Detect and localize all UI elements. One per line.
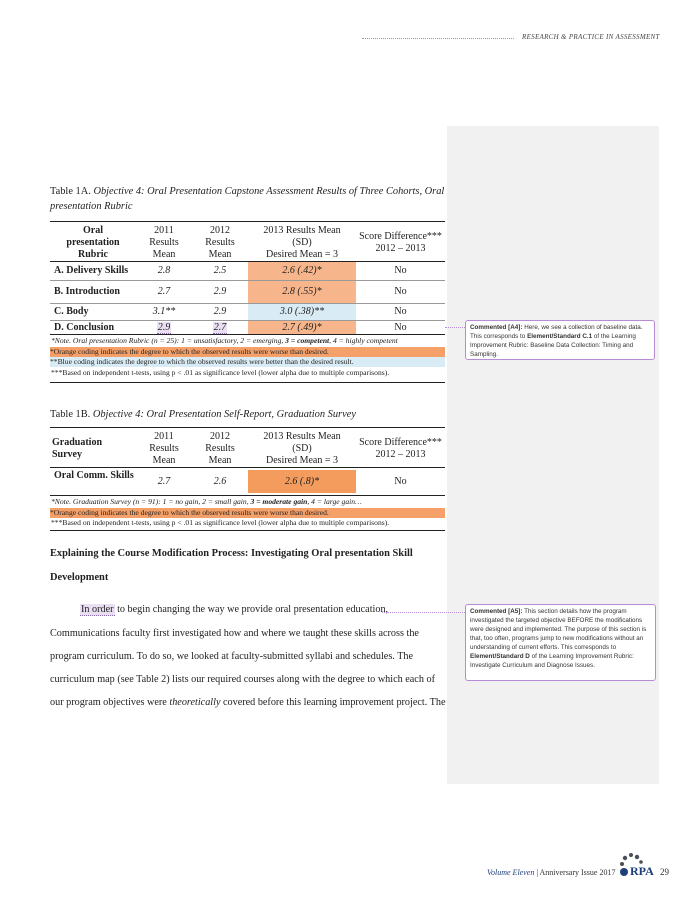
header-dotted-rule xyxy=(362,38,514,39)
cell-2013: 2.6 (.8)* xyxy=(248,470,356,493)
cell-2013: 2.6 (.42)* xyxy=(248,262,356,280)
cell-2011: 2.7 xyxy=(157,476,171,487)
table-1a-note-blue: **Blue coding indicates the degree to which the observed results were better than the desired result. xyxy=(50,357,445,367)
cell-2013: 3.0 (.38)** xyxy=(248,304,356,320)
cell-2011: 2.8 xyxy=(157,265,171,276)
comment-a5-tag: Commented [A5]: xyxy=(470,608,523,615)
section-heading-line1: Explaining the Course Modification Process: Investigating Oral presentation Skill xyxy=(50,548,413,559)
table-1a-header-2013: 2013 Results Mean (SD) Desired Mean = 3 xyxy=(263,225,341,260)
cell-2012: 2.9 xyxy=(213,286,227,297)
running-title: RESEARCH & PRACTICE IN ASSESSMENT xyxy=(522,33,660,41)
table-1a-note-scale: *Note. Oral presentation Rubric (n = 25): 1 = unsatisfactory, 2 = emerging, 3 = competent, 4 = highly competent xyxy=(51,336,398,345)
table-1b-caption xyxy=(50,407,445,422)
row-label: C. Body xyxy=(54,306,89,317)
comment-a5[interactable]: Commented [A5]: This section details how the program investigated the targeted objective BEFORE the modifications were designed and implemented. The purpose of this section is that, too often, programs jump to new modifications without an understanding of current efforts. This corresponds to Element/Standard D of the Learning Improvement Rubric: Investigate Curriculum and Diagnose Issues. xyxy=(465,604,656,681)
row-label: D. Conclusion xyxy=(54,322,115,333)
table-1a-header-row xyxy=(50,224,445,262)
cell-diff: No xyxy=(394,286,407,297)
cell-diff: No xyxy=(394,306,407,317)
table-1a-header-2011: 2011 Results Mean xyxy=(149,225,179,260)
table-row xyxy=(50,321,445,335)
cell-diff: No xyxy=(394,476,407,487)
footer-issue-text: | Anniversary Issue 2017 xyxy=(534,868,616,877)
cell-2013: 2.8 (.55)* xyxy=(248,281,356,303)
table-1a-header-rubric: Oral presentation Rubric xyxy=(66,225,120,260)
cell-2012: 2.9 xyxy=(213,306,227,317)
row-label: A. Delivery Skills xyxy=(54,265,129,276)
table-1a-header-diff: Score Difference*** 2012 – 2013 xyxy=(359,231,442,254)
page-number: 29 xyxy=(660,867,669,877)
table-1b-caption-prefix: Table 1B. xyxy=(50,409,91,420)
table-row xyxy=(50,262,445,280)
table-1b-top-rule xyxy=(50,427,445,428)
table-1a-notes-rule xyxy=(50,382,445,383)
rpa-logo xyxy=(616,852,656,882)
table-1a-caption-title: Objective 4: Oral Presentation Capstone Assessment Results of Three Cohorts, Oral presentation Rubric xyxy=(50,186,445,212)
table-1b-header-survey: Graduation Survey xyxy=(52,437,103,460)
paragraph-line-1: In order to begin changing the way we provide oral presentation education, xyxy=(81,604,389,615)
cell-2012: 2.7 xyxy=(213,322,227,333)
table-1b-note-orange: *Orange coding indicates the degree to which the observed results were worse than desired. xyxy=(50,508,445,518)
table-1b-header-2012: 2012 Results Mean xyxy=(205,431,235,466)
table-1a-top-rule xyxy=(50,221,445,222)
table-row xyxy=(50,468,445,495)
table-1a-caption-prefix: Table 1A. xyxy=(50,186,91,197)
row-label: Oral Comm. Skills xyxy=(54,470,134,481)
table-1a-header-2012: 2012 Results Mean xyxy=(205,225,235,260)
table-row xyxy=(50,304,445,320)
paragraph-line-2: Communications faculty first investigated how and where we taught these skills across the xyxy=(50,628,419,639)
cell-diff: No xyxy=(394,265,407,276)
table-1b-notes-rule xyxy=(50,530,445,531)
table-1b-note-ttest: ***Based on independent t-tests, using p < .01 as significance level (lower alpha due to multiple comparisons). xyxy=(51,518,390,527)
table-1b-header-row xyxy=(50,430,445,468)
comment-anchor-a5[interactable]: In order xyxy=(81,604,114,615)
table-row xyxy=(50,281,445,303)
paragraph-line-5: our program objectives were theoretically covered before this learning improvement project. The xyxy=(50,697,446,708)
table-1a xyxy=(50,224,445,262)
footer-volume: Volume Eleven xyxy=(487,868,535,877)
table-1b xyxy=(50,430,445,468)
comment-a5-connector xyxy=(382,612,465,613)
comment-a4-tag: Commented [A4]: xyxy=(470,324,523,331)
paragraph-line-4: curriculum map (see Table 2) lists our required courses along with the degree to which each of xyxy=(50,674,435,685)
table-1a-note-orange: *Orange coding indicates the degree to which the observed results were worse than desired. xyxy=(50,347,445,357)
table-1a-note-ttest: ***Based on independent t-tests, using p < .01 as significance level (lower alpha due to multiple comparisons). xyxy=(51,368,390,377)
cell-2012: 2.6 xyxy=(213,476,227,487)
rpa-logo-text: RPA xyxy=(630,864,654,878)
cell-2012: 2.5 xyxy=(213,265,227,276)
table-1b-header-2013: 2013 Results Mean (SD) Desired Mean = 3 xyxy=(263,431,341,466)
cell-diff: No xyxy=(394,322,407,333)
table-1b-header-2011: 2011 Results Mean xyxy=(149,431,179,466)
table-1a-caption xyxy=(50,184,445,214)
cell-2011: 2.7 xyxy=(157,286,171,297)
comment-a4-connector xyxy=(445,327,465,328)
comment-pane xyxy=(447,126,659,784)
cell-2011: 3.1** xyxy=(152,306,176,317)
cell-2011: 2.9 xyxy=(157,322,171,333)
comment-a4[interactable]: Commented [A4]: Here, we see a collection of baseline data. This corresponds to Element/Standard C.1 of the Learning Improvement Rubric: Baseline Data Collection: Timing and Sampling. xyxy=(465,320,655,360)
table-1b-bottom-rule xyxy=(50,495,445,496)
section-heading-line2: Development xyxy=(50,572,109,583)
table-1b-note-scale: *Note. Graduation Survey (n = 91): 1 = no gain, 2 = small gain, 3 = moderate gain, 4 = large gain… xyxy=(51,497,362,506)
cell-2013: 2.7 (.49)* xyxy=(248,321,356,334)
table-1a-bottom-rule xyxy=(50,334,445,335)
row-label: B. Introduction xyxy=(54,286,120,297)
footer-issue xyxy=(487,868,615,877)
table-1b-caption-title: Objective 4: Oral Presentation Self-Report, Graduation Survey xyxy=(92,409,356,420)
table-1b-header-diff: Score Difference*** 2012 – 2013 xyxy=(359,437,442,460)
paragraph-line-3: program curriculum. To do so, we looked at faculty-submitted syllabi and schedules. The xyxy=(50,651,414,662)
